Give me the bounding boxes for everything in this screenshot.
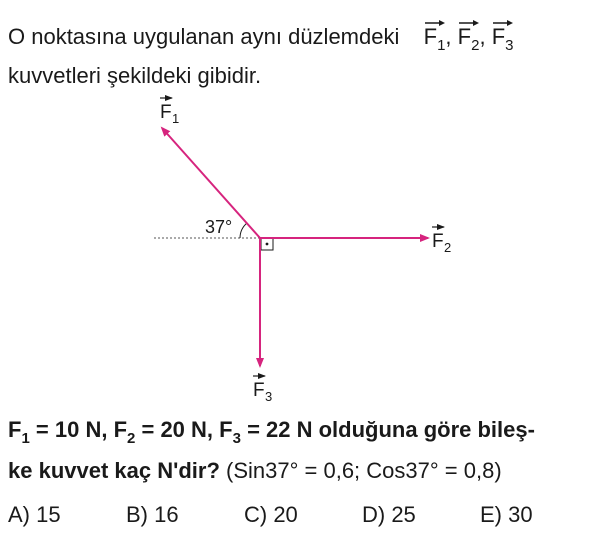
f2-label-sub: 2 bbox=[444, 240, 452, 255]
angle-label: 37° bbox=[205, 217, 233, 237]
f3-label: F bbox=[253, 380, 265, 401]
option-e[interactable]: E) 30 bbox=[480, 502, 533, 527]
f1-label: F bbox=[160, 102, 172, 123]
question-text: $F_1 = 10$ N, $F_2 = 20$ N, $F_3 = 22$ N olduğuna göre bileş- ke kuvvet kaç N'dir? (Sin37° = 0,6; Cos37° = 0,8) bbox=[8, 417, 535, 483]
f1-label-sub: 1 bbox=[172, 111, 180, 126]
option-b[interactable]: B) 16 bbox=[126, 502, 179, 527]
right-angle-dot bbox=[266, 243, 269, 246]
intro-vector-f2: F bbox=[458, 22, 471, 52]
intro-text: O noktasına uygulanan aynı düzlemdeki $F_1$, $F_2$, $F_3$ kuvvetleri şekildeki gibidir. bbox=[8, 22, 608, 91]
option-c[interactable]: C) 20 bbox=[244, 502, 298, 527]
angle-arc bbox=[240, 223, 247, 238]
f2-label: F bbox=[432, 231, 444, 252]
option-d[interactable]: D) 25 bbox=[362, 502, 416, 527]
option-a[interactable]: A) 15 bbox=[8, 502, 61, 527]
intro-vector-f1: F bbox=[424, 22, 437, 52]
question-line2-bold: ke kuvvet kaç N'dir? bbox=[8, 458, 220, 483]
intro-line2: kuvvetleri şekildeki gibidir. bbox=[8, 63, 262, 88]
f3-label-sub: 3 bbox=[265, 389, 273, 404]
question-line2-normal: (Sin37° = 0,6; Cos37° = 0,8) bbox=[219, 458, 502, 483]
intro-line1: O noktasına uygulanan aynı düzlemdeki bbox=[8, 24, 400, 49]
intro-vector-f3: F bbox=[492, 22, 505, 52]
